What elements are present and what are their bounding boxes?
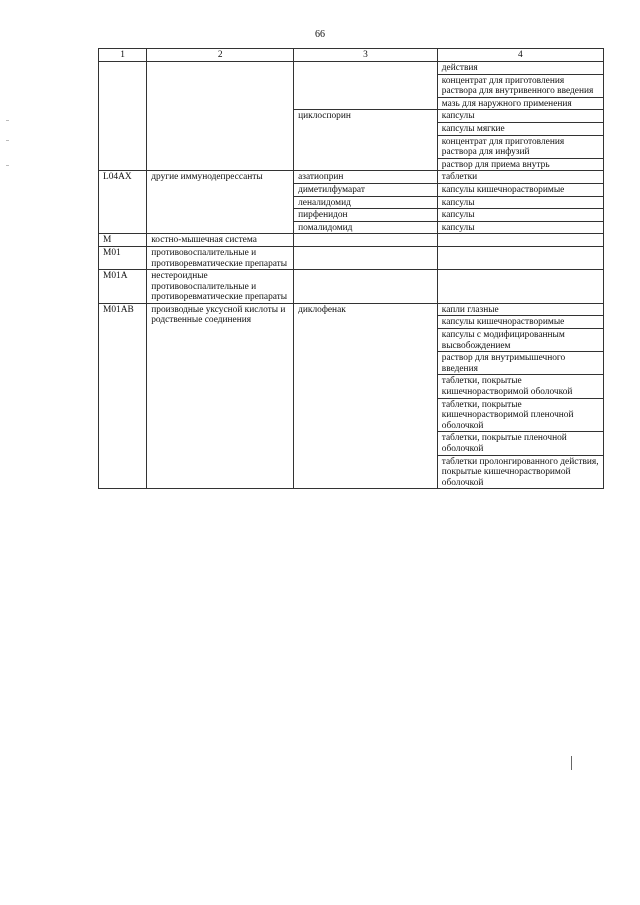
dosage-form-cell: капсулы кишечнорастворимые xyxy=(437,183,603,196)
dosage-form-cell: капсулы с модифицированным высвобождением xyxy=(437,329,603,352)
atc-code-cell: M01A xyxy=(99,270,147,304)
scan-tick xyxy=(6,120,9,121)
table-header-row xyxy=(99,49,604,62)
atc-code-cell: L04AX xyxy=(99,171,147,234)
table-row xyxy=(99,234,604,247)
table-row xyxy=(99,171,604,184)
dosage-form-cell: капсулы xyxy=(437,221,603,234)
drug-name-cell: помалидомид xyxy=(294,221,438,234)
dosage-form-cell: концентрат для приготовления раствора для внутривенного введения xyxy=(437,74,603,97)
scan-tick xyxy=(6,140,9,141)
dosage-form-cell: мазь для наружного применения xyxy=(437,97,603,110)
scan-tick xyxy=(6,165,9,166)
table-row xyxy=(99,270,604,304)
drug-name-cell: леналидомид xyxy=(294,196,438,209)
margin-mark xyxy=(571,756,572,770)
header-col-1: 1 xyxy=(99,49,147,62)
dosage-form-cell: раствор для приема внутрь xyxy=(437,158,603,171)
atc-code-cell: M xyxy=(99,234,147,247)
dosage-form-cell: таблетки, покрытые пленочной оболочкой xyxy=(437,432,603,455)
header-col-2: 2 xyxy=(147,49,294,62)
group-name-cell: производные уксусной кислоты и родственные соединения xyxy=(147,303,294,489)
dosage-form-cell: капсулы кишечнорастворимые xyxy=(437,316,603,329)
atc-code-cell: M01AB xyxy=(99,303,147,489)
header-col-3: 3 xyxy=(294,49,438,62)
dosage-form-cell: действия xyxy=(437,62,603,75)
drug-table xyxy=(98,48,604,489)
drug-name-cell: циклоспорин xyxy=(294,110,438,171)
drug-name-cell xyxy=(294,62,438,110)
table-row xyxy=(99,246,604,269)
drug-name-cell xyxy=(294,270,438,304)
page-number: 66 xyxy=(315,29,325,40)
dosage-form-cell: раствор для внутримышечного введения xyxy=(437,352,603,375)
dosage-form-cell xyxy=(437,246,603,269)
group-name-cell: противовоспалительные и противоревматические препараты xyxy=(147,246,294,269)
table-row xyxy=(99,303,604,316)
atc-code-cell xyxy=(99,62,147,171)
dosage-form-cell: капли глазные xyxy=(437,303,603,316)
atc-code-cell: M01 xyxy=(99,246,147,269)
group-name-cell: другие иммунодепрессанты xyxy=(147,171,294,234)
dosage-form-cell: таблетки xyxy=(437,171,603,184)
drug-name-cell: диклофенак xyxy=(294,303,438,489)
drug-name-cell: диметилфумарат xyxy=(294,183,438,196)
dosage-form-cell: таблетки, покрытые кишечнорастворимой пленочной оболочкой xyxy=(437,398,603,432)
dosage-form-cell: таблетки, покрытые кишечнорастворимой оболочкой xyxy=(437,375,603,398)
header-col-4: 4 xyxy=(437,49,603,62)
dosage-form-cell: капсулы мягкие xyxy=(437,122,603,135)
dosage-form-cell: таблетки пролонгированного действия, покрытые кишечнорастворимой оболочкой xyxy=(437,455,603,489)
drug-name-cell xyxy=(294,234,438,247)
drug-name-cell: азатиоприн xyxy=(294,171,438,184)
drug-name-cell: пирфенидон xyxy=(294,209,438,222)
dosage-form-cell: капсулы xyxy=(437,196,603,209)
dosage-form-cell: концентрат для приготовления раствора для инфузий xyxy=(437,135,603,158)
group-name-cell: костно-мышечная система xyxy=(147,234,294,247)
group-name-cell: нестероидные противовоспалительные и противоревматические препараты xyxy=(147,270,294,304)
dosage-form-cell xyxy=(437,270,603,304)
drug-name-cell xyxy=(294,246,438,269)
dosage-form-cell xyxy=(437,234,603,247)
dosage-form-cell: капсулы xyxy=(437,209,603,222)
table-row xyxy=(99,62,604,75)
group-name-cell xyxy=(147,62,294,171)
dosage-form-cell: капсулы xyxy=(437,110,603,123)
